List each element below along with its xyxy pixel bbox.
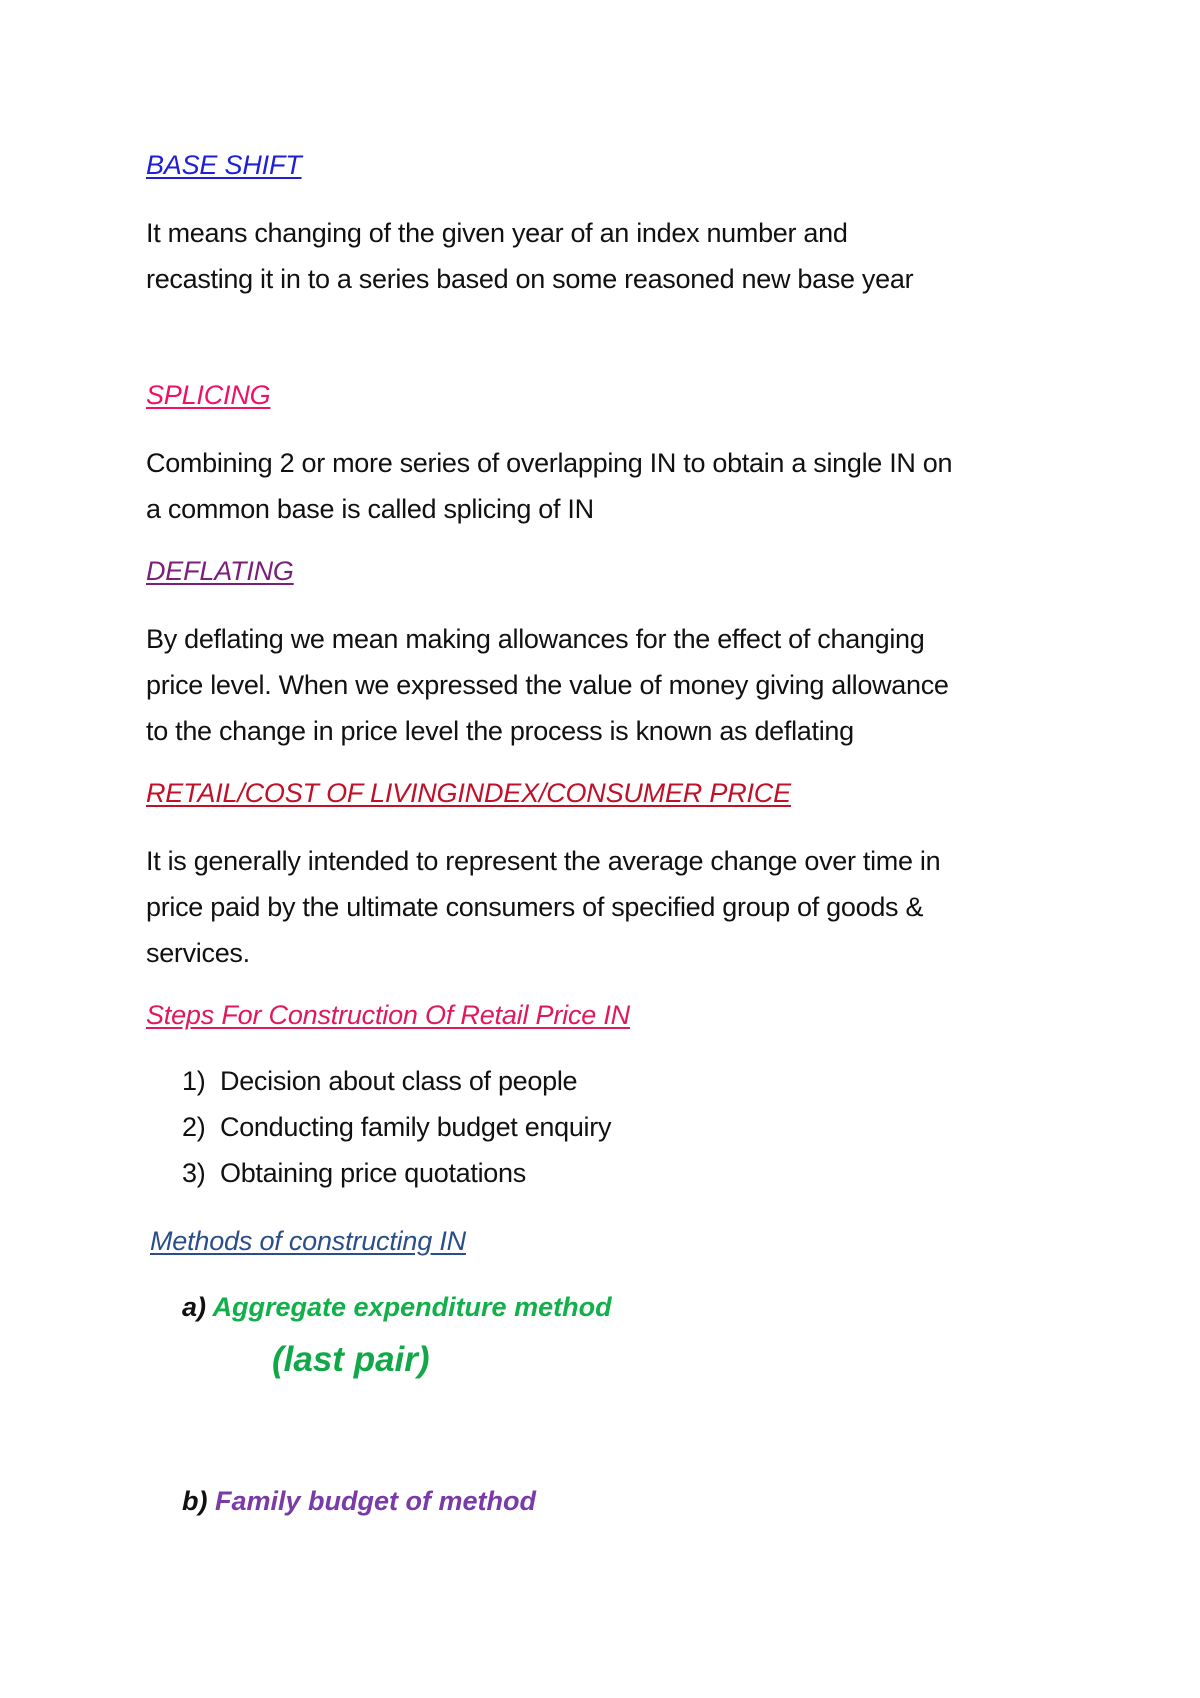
paragraph-splicing: [146, 440, 1076, 532]
method-b: [182, 1486, 536, 1517]
paragraph-line: It means changing of the given year of an index number and: [146, 218, 848, 248]
paragraph-line: price level. When we expressed the value of money giving allowance: [146, 670, 949, 700]
paragraph-line: Combining 2 or more series of overlapping IN to obtain a single IN on: [146, 448, 953, 478]
paragraph-line: to the change in price level the process is known as deflating: [146, 716, 854, 746]
list-item-text: Decision about class of people: [220, 1066, 578, 1096]
heading-methods-constructing: Methods of constructing IN: [150, 1226, 466, 1256]
method-a-label: Aggregate expenditure method: [212, 1292, 612, 1322]
list-number: 3): [182, 1158, 206, 1188]
list-number: 1): [182, 1066, 206, 1096]
paragraph-line: It is generally intended to represent the average change over time in: [146, 846, 941, 876]
list-item: [182, 1158, 526, 1189]
paragraph-retail: [146, 838, 1076, 976]
paragraph-line: recasting it in to a series based on some reasoned new base year: [146, 264, 914, 294]
list-item: [182, 1112, 611, 1143]
paragraph-line: By deflating we mean making allowances for the effect of changing: [146, 624, 925, 654]
last-pair-note: (last pair): [272, 1340, 430, 1379]
list-item-text: Obtaining price quotations: [220, 1158, 526, 1188]
heading-deflating: DEFLATING: [146, 556, 294, 586]
heading-splicing: SPLICING: [146, 380, 271, 410]
method-letter: a): [182, 1292, 207, 1322]
method-letter: b): [182, 1486, 208, 1516]
heading-steps-construction: Steps For Construction Of Retail Price IN: [146, 1000, 630, 1030]
paragraph-line: services.: [146, 938, 250, 968]
paragraph-line: a common base is called splicing of IN: [146, 494, 594, 524]
heading-retail-cost-of-living: RETAIL/COST OF LIVINGINDEX/CONSUMER PRICE: [146, 778, 791, 808]
paragraph-deflating: [146, 616, 1076, 754]
heading-base-shift: BASE SHIFT: [146, 150, 302, 180]
method-b-label: Family budget of method: [215, 1486, 536, 1516]
list-item: [182, 1066, 577, 1097]
list-item-text: Conducting family budget enquiry: [220, 1112, 612, 1142]
paragraph-base-shift: [146, 210, 1076, 302]
method-a: [182, 1292, 612, 1323]
paragraph-line: price paid by the ultimate consumers of specified group of goods &: [146, 892, 924, 922]
list-number: 2): [182, 1112, 206, 1142]
